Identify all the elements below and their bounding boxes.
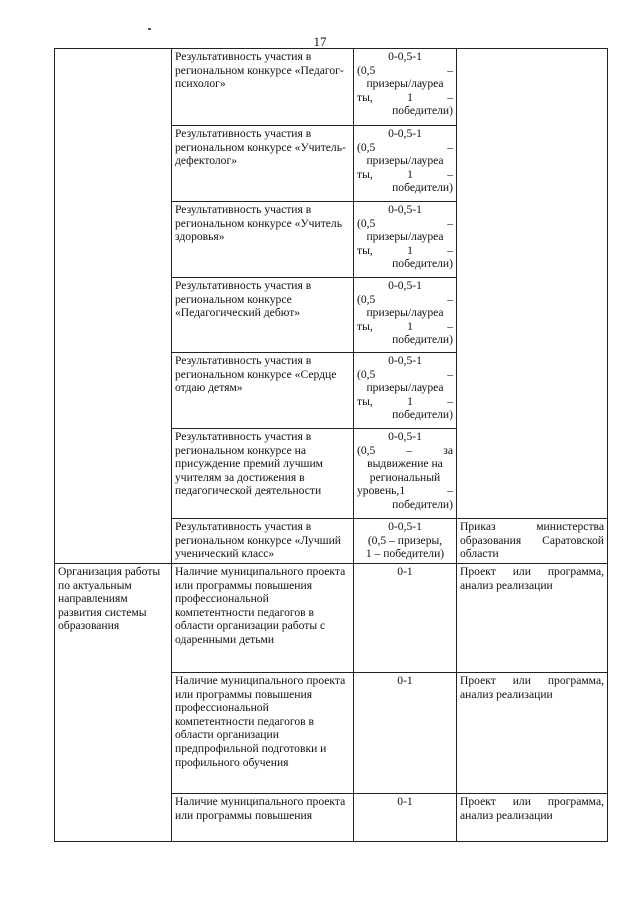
indicator-cell: Результативность участия в региональном конкурсе «Учитель здоровья» [172, 202, 354, 278]
score-cell: 0-1 [354, 673, 457, 794]
score-cell: 0-0,5-1 (0,5 – призеры/лауреа ты, 1 – победители) [354, 353, 457, 429]
source-cell: Проект или программа, анализ реализации [457, 564, 608, 673]
indicator-cell: Результативность участия в региональном конкурсе на присуждение премий лучшим учителям за достижения в педагогической деятельности [172, 429, 354, 519]
score-cell: 0-0,5-1 (0,5 – призеры/лауреа ты, 1 – победители) [354, 278, 457, 353]
indicator-cell: Результативность участия в региональном конкурсе «Педагогический дебют» [172, 278, 354, 353]
score-cell: 0-0,5-1 (0,5 – призеры/лауреа ты, 1 – победители) [354, 202, 457, 278]
page-number: 17 [313, 34, 327, 49]
area-cell [55, 49, 172, 564]
criteria-table [54, 48, 608, 842]
indicator-cell: Наличие муниципального проекта или программы повышения [172, 794, 354, 842]
indicator-cell: Результативность участия в региональном конкурсе «Сердце отдаю детям» [172, 353, 354, 429]
source-cell [457, 49, 608, 519]
source-cell: Проект или программа, анализ реализации [457, 673, 608, 794]
indicator-cell: Наличие муниципального проекта или программы повышения профессиональной компетентности педагогов в области организации предпрофильной подготовки и профильного обучения [172, 673, 354, 794]
indicator-cell: Результативность участия в региональном конкурсе «Педагог-психолог» [172, 49, 354, 126]
score-cell: 0-0,5-1 (0,5 – за выдвижение на региональный уровень,1 – победители) [354, 429, 457, 519]
area-cell: Организация работы по актуальным направлениям развития системы образования [55, 564, 172, 842]
indicator-cell: Результативность участия в региональном конкурсе «Лучший ученический класс» [172, 519, 354, 564]
score-cell: 0-1 [354, 564, 457, 673]
score-cell: 0-0,5-1 (0,5 – призеры/лауреа ты, 1 – победители) [354, 49, 457, 126]
source-cell: Приказ министерства образования Саратовской области [457, 519, 608, 564]
scan-speck [148, 28, 151, 30]
score-cell: 0-1 [354, 794, 457, 842]
table-row [55, 49, 608, 126]
indicator-cell: Наличие муниципального проекта или программы повышения профессиональной компетентности педагогов в области организации работы с одаренными детьми [172, 564, 354, 673]
indicator-cell: Результативность участия в региональном конкурсе «Учитель-дефектолог» [172, 126, 354, 202]
score-cell: 0-0,5-1 (0,5 – призеры/лауреа ты, 1 – победители) [354, 126, 457, 202]
source-cell: Проект или программа, анализ реализации [457, 794, 608, 842]
score-cell: 0-0,5-1 (0,5 – призеры, 1 – победители) [354, 519, 457, 564]
table-row [55, 564, 608, 673]
